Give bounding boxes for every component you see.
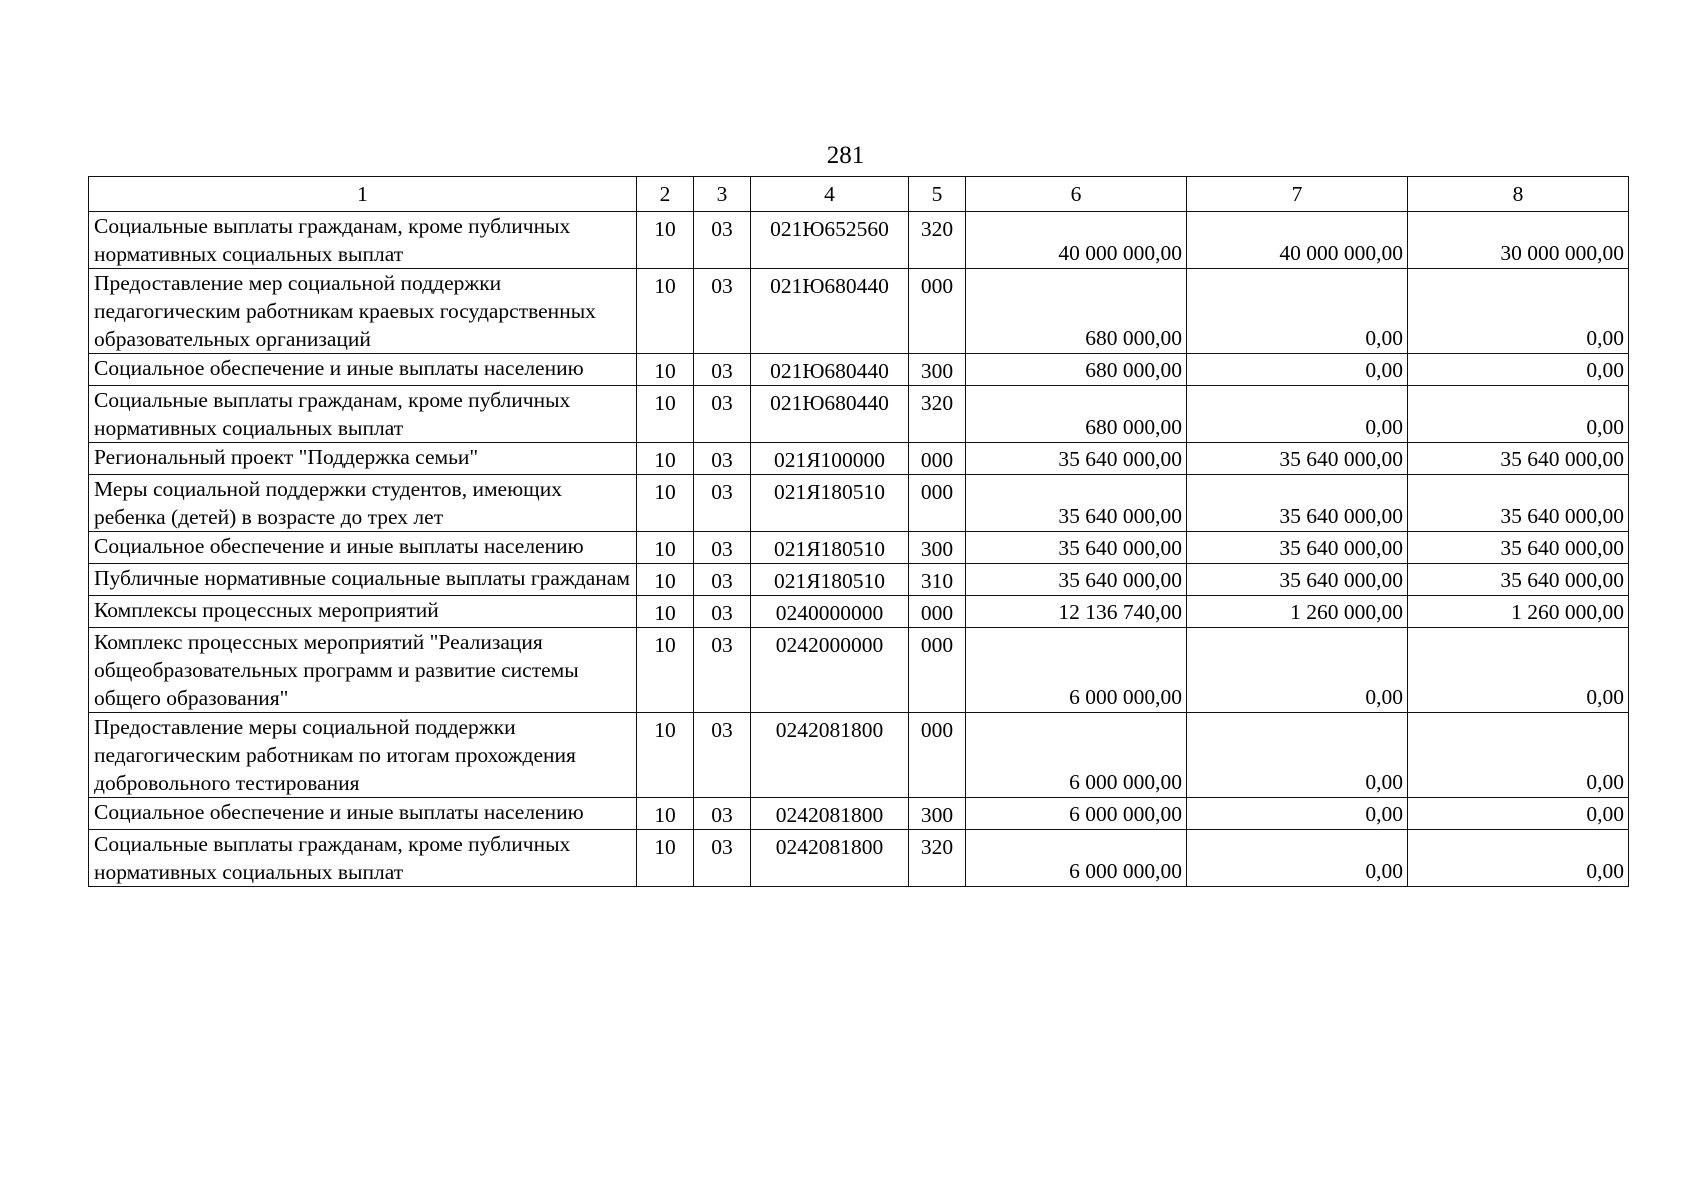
amount-col8-cell: 0,00: [1408, 354, 1629, 386]
header-row: [89, 177, 1629, 212]
table-row: [89, 475, 1629, 532]
amount-col6-cell: 40 000 000,00: [966, 212, 1187, 269]
column-header-3: 3: [694, 177, 751, 212]
budget-table: [88, 176, 1629, 887]
target-article-cell: 021Ю680440: [751, 354, 909, 386]
amount-col7-cell: 0,00: [1187, 386, 1408, 443]
amount-col8-cell: 35 640 000,00: [1408, 475, 1629, 532]
table-row: [89, 386, 1629, 443]
row-name-cell: Социальные выплаты гражданам, кроме публичных нормативных социальных выплат: [89, 386, 637, 443]
amount-col6-cell: 6 000 000,00: [966, 830, 1187, 887]
amount-col7-cell: 35 640 000,00: [1187, 564, 1408, 596]
target-article-cell: 021Я180510: [751, 564, 909, 596]
amount-col7-cell: 35 640 000,00: [1187, 532, 1408, 564]
table-row: [89, 212, 1629, 269]
amount-col6-cell: 35 640 000,00: [966, 564, 1187, 596]
row-name-cell: Предоставление меры социальной поддержки педагогическим работникам по итогам прохождения добровольного тестирования: [89, 713, 637, 798]
table-row: [89, 628, 1629, 713]
expense-type-cell: 300: [909, 798, 966, 830]
target-article-cell: 021Я180510: [751, 475, 909, 532]
section-code-cell: 10: [637, 713, 694, 798]
expense-type-cell: 320: [909, 386, 966, 443]
amount-col7-cell: 35 640 000,00: [1187, 443, 1408, 475]
section-code-cell: 10: [637, 386, 694, 443]
column-header-1: 1: [89, 177, 637, 212]
amount-col6-cell: 35 640 000,00: [966, 475, 1187, 532]
amount-col6-cell: 680 000,00: [966, 269, 1187, 354]
table-row: [89, 564, 1629, 596]
target-article-cell: 021Ю652560: [751, 212, 909, 269]
row-name-cell: Социальное обеспечение и иные выплаты населению: [89, 798, 637, 830]
section-code-cell: 10: [637, 354, 694, 386]
subsection-code-cell: 03: [694, 564, 751, 596]
row-name-cell: Комплексы процессных мероприятий: [89, 596, 637, 628]
section-code-cell: 10: [637, 269, 694, 354]
amount-col6-cell: 6 000 000,00: [966, 798, 1187, 830]
table-row: [89, 354, 1629, 386]
amount-col8-cell: 0,00: [1408, 830, 1629, 887]
amount-col8-cell: 35 640 000,00: [1408, 443, 1629, 475]
row-name-cell: Социальные выплаты гражданам, кроме публичных нормативных социальных выплат: [89, 830, 637, 887]
target-article-cell: 021Ю680440: [751, 386, 909, 443]
section-code-cell: 10: [637, 443, 694, 475]
subsection-code-cell: 03: [694, 443, 751, 475]
amount-col7-cell: 0,00: [1187, 269, 1408, 354]
amount-col8-cell: 0,00: [1408, 713, 1629, 798]
column-header-5: 5: [909, 177, 966, 212]
row-name-cell: Социальные выплаты гражданам, кроме публичных нормативных социальных выплат: [89, 212, 637, 269]
expense-type-cell: 300: [909, 354, 966, 386]
section-code-cell: 10: [637, 830, 694, 887]
column-header-6: 6: [966, 177, 1187, 212]
amount-col6-cell: 35 640 000,00: [966, 443, 1187, 475]
table-row: [89, 713, 1629, 798]
amount-col7-cell: 40 000 000,00: [1187, 212, 1408, 269]
column-header-4: 4: [751, 177, 909, 212]
subsection-code-cell: 03: [694, 830, 751, 887]
amount-col8-cell: 35 640 000,00: [1408, 564, 1629, 596]
table-row: [89, 532, 1629, 564]
subsection-code-cell: 03: [694, 798, 751, 830]
table-row: [89, 269, 1629, 354]
amount-col7-cell: 1 260 000,00: [1187, 596, 1408, 628]
amount-col7-cell: 0,00: [1187, 354, 1408, 386]
row-name-cell: Социальное обеспечение и иные выплаты населению: [89, 532, 637, 564]
subsection-code-cell: 03: [694, 532, 751, 564]
section-code-cell: 10: [637, 798, 694, 830]
section-code-cell: 10: [637, 475, 694, 532]
expense-type-cell: 320: [909, 212, 966, 269]
expense-type-cell: 000: [909, 475, 966, 532]
column-header-8: 8: [1408, 177, 1629, 212]
page-number: 281: [826, 142, 865, 169]
row-name-cell: Комплекс процессных мероприятий "Реализация общеобразовательных программ и развитие системы общего образования": [89, 628, 637, 713]
amount-col8-cell: 0,00: [1408, 386, 1629, 443]
expense-type-cell: 000: [909, 596, 966, 628]
subsection-code-cell: 03: [694, 212, 751, 269]
expense-type-cell: 000: [909, 628, 966, 713]
amount-col6-cell: 12 136 740,00: [966, 596, 1187, 628]
amount-col7-cell: 35 640 000,00: [1187, 475, 1408, 532]
subsection-code-cell: 03: [694, 354, 751, 386]
expense-type-cell: 320: [909, 830, 966, 887]
amount-col7-cell: 0,00: [1187, 628, 1408, 713]
target-article-cell: 0242081800: [751, 830, 909, 887]
amount-col6-cell: 680 000,00: [966, 354, 1187, 386]
row-name-cell: Социальное обеспечение и иные выплаты населению: [89, 354, 637, 386]
column-header-2: 2: [637, 177, 694, 212]
amount-col6-cell: 6 000 000,00: [966, 713, 1187, 798]
target-article-cell: 021Я100000: [751, 443, 909, 475]
section-code-cell: 10: [637, 532, 694, 564]
subsection-code-cell: 03: [694, 269, 751, 354]
amount-col8-cell: 0,00: [1408, 628, 1629, 713]
table-row: [89, 798, 1629, 830]
table-row: [89, 830, 1629, 887]
row-name-cell: Предоставление мер социальной поддержки педагогическим работникам краевых государственных образовательных организаций: [89, 269, 637, 354]
amount-col8-cell: 1 260 000,00: [1408, 596, 1629, 628]
target-article-cell: 0242000000: [751, 628, 909, 713]
amount-col8-cell: 0,00: [1408, 798, 1629, 830]
subsection-code-cell: 03: [694, 596, 751, 628]
table-row: [89, 443, 1629, 475]
target-article-cell: 021Ю680440: [751, 269, 909, 354]
expense-type-cell: 000: [909, 443, 966, 475]
expense-type-cell: 000: [909, 269, 966, 354]
target-article-cell: 0240000000: [751, 596, 909, 628]
section-code-cell: 10: [637, 596, 694, 628]
section-code-cell: 10: [637, 628, 694, 713]
amount-col8-cell: 30 000 000,00: [1408, 212, 1629, 269]
expense-type-cell: 000: [909, 713, 966, 798]
amount-col6-cell: 6 000 000,00: [966, 628, 1187, 713]
amount-col6-cell: 35 640 000,00: [966, 532, 1187, 564]
subsection-code-cell: 03: [694, 628, 751, 713]
amount-col6-cell: 680 000,00: [966, 386, 1187, 443]
amount-col8-cell: 0,00: [1408, 269, 1629, 354]
target-article-cell: 0242081800: [751, 713, 909, 798]
table-body: [89, 212, 1629, 887]
section-code-cell: 10: [637, 564, 694, 596]
subsection-code-cell: 03: [694, 386, 751, 443]
amount-col7-cell: 0,00: [1187, 713, 1408, 798]
row-name-cell: Публичные нормативные социальные выплаты гражданам: [89, 564, 637, 596]
column-header-7: 7: [1187, 177, 1408, 212]
subsection-code-cell: 03: [694, 475, 751, 532]
expense-type-cell: 310: [909, 564, 966, 596]
row-name-cell: Меры социальной поддержки студентов, имеющих ребенка (детей) в возрасте до трех лет: [89, 475, 637, 532]
table-row: [89, 596, 1629, 628]
row-name-cell: Региональный проект "Поддержка семьи": [89, 443, 637, 475]
subsection-code-cell: 03: [694, 713, 751, 798]
expense-type-cell: 300: [909, 532, 966, 564]
amount-col7-cell: 0,00: [1187, 798, 1408, 830]
amount-col8-cell: 35 640 000,00: [1408, 532, 1629, 564]
target-article-cell: 0242081800: [751, 798, 909, 830]
amount-col7-cell: 0,00: [1187, 830, 1408, 887]
target-article-cell: 021Я180510: [751, 532, 909, 564]
section-code-cell: 10: [637, 212, 694, 269]
